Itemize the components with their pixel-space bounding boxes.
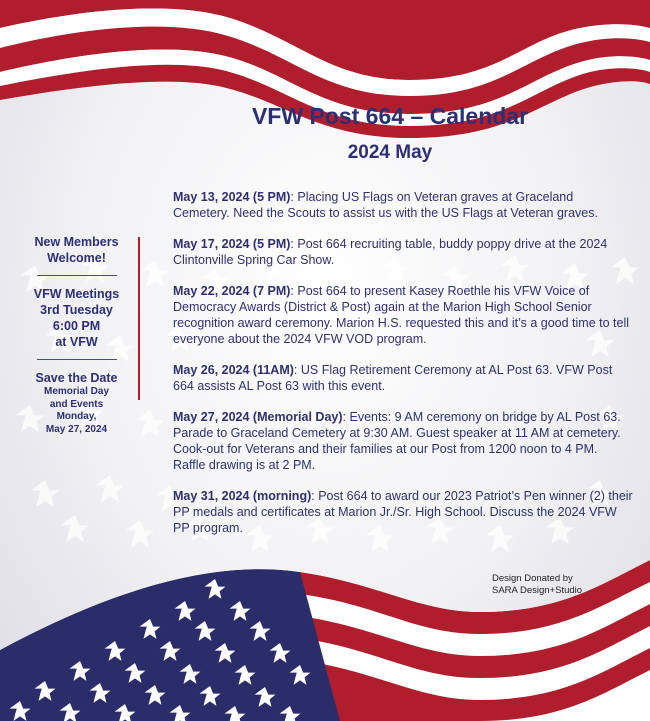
- save-date-line: Monday,: [56, 411, 97, 422]
- meetings-line: VFW Meetings: [33, 287, 120, 301]
- event-text: : Placing US Flags on Veteran graves at Graceland Cemetery. Need the Scouts to assist us with the US Flags at Veteran graves.: [173, 190, 598, 220]
- event-text: : Post 664 to present Kasey Roethle his VFW Voice of Democracy Awards (District & Post) again at the Marion High School Senior recognition award ceremony. Marion H.S. requested this and it’s a good time to tell everyone about the 2024 VFW VOD program.: [173, 284, 630, 346]
- sidebar-red-rule: [138, 237, 140, 400]
- welcome-line: New Members: [34, 235, 119, 249]
- save-date-title: Save the Date: [35, 371, 118, 385]
- event-date: May 27, 2024 (Memorial Day): [173, 410, 343, 424]
- event-date: May 22, 2024 (7 PM): [173, 284, 291, 298]
- sidebar-info: [24, 234, 129, 436]
- event-date: May 31, 2024 (morning): [173, 489, 312, 503]
- event-item: [173, 362, 633, 394]
- page-title: VFW Post 664 – Calendar: [251, 103, 529, 129]
- meetings-line: at VFW: [55, 335, 98, 349]
- event-text: : Post 664 to award our 2023 Patriot’s Pen winner (2) their PP medals and certificates at Marion Jr./Sr. High School. Discuss the 2024 VFW PP program.: [173, 489, 633, 535]
- event-item: [173, 283, 633, 347]
- save-date-line: May 27, 2024: [45, 423, 108, 435]
- event-date: May 13, 2024 (5 PM): [173, 190, 291, 204]
- design-credit: [492, 573, 582, 597]
- sidebar-divider: [37, 275, 117, 276]
- welcome-line: Welcome!: [47, 251, 106, 265]
- credit-line: Design Donated by: [492, 573, 573, 584]
- save-date-line: and Events: [49, 398, 104, 410]
- save-date-line: Memorial Day: [43, 386, 110, 397]
- event-item: [173, 488, 633, 536]
- event-text: : Events: 9 AM ceremony on bridge by AL Post 63. Parade to Graceland Cemetery at 9:30 AM. Guest speaker at 11 AM at cemetery. Cook-out for Veterans and their families at our Post from 1200 noon to 4 PM. Raffle drawing is at 2 PM.: [173, 410, 621, 472]
- event-item: [173, 236, 633, 268]
- event-text: : Post 664 recruiting table, buddy poppy drive at the 2024 Clintonville Spring Car Show.: [173, 237, 608, 267]
- meetings-line: 3rd Tuesday: [40, 303, 113, 317]
- event-item: [173, 409, 633, 473]
- event-list: [173, 189, 633, 551]
- event-text: : US Flag Retirement Ceremony at AL Post 63. VFW Post 664 assists AL Post 63 with this event.: [173, 363, 613, 393]
- event-item: [173, 189, 633, 221]
- page-subtitle: 2024 May: [347, 142, 433, 163]
- event-date: May 17, 2024 (5 PM): [173, 237, 291, 251]
- meetings-line: 6:00 PM: [52, 319, 101, 333]
- sidebar-divider: [37, 359, 117, 360]
- credit-line: SARA Design+Studio: [492, 585, 583, 596]
- event-date: May 26, 2024 (11AM): [173, 363, 294, 377]
